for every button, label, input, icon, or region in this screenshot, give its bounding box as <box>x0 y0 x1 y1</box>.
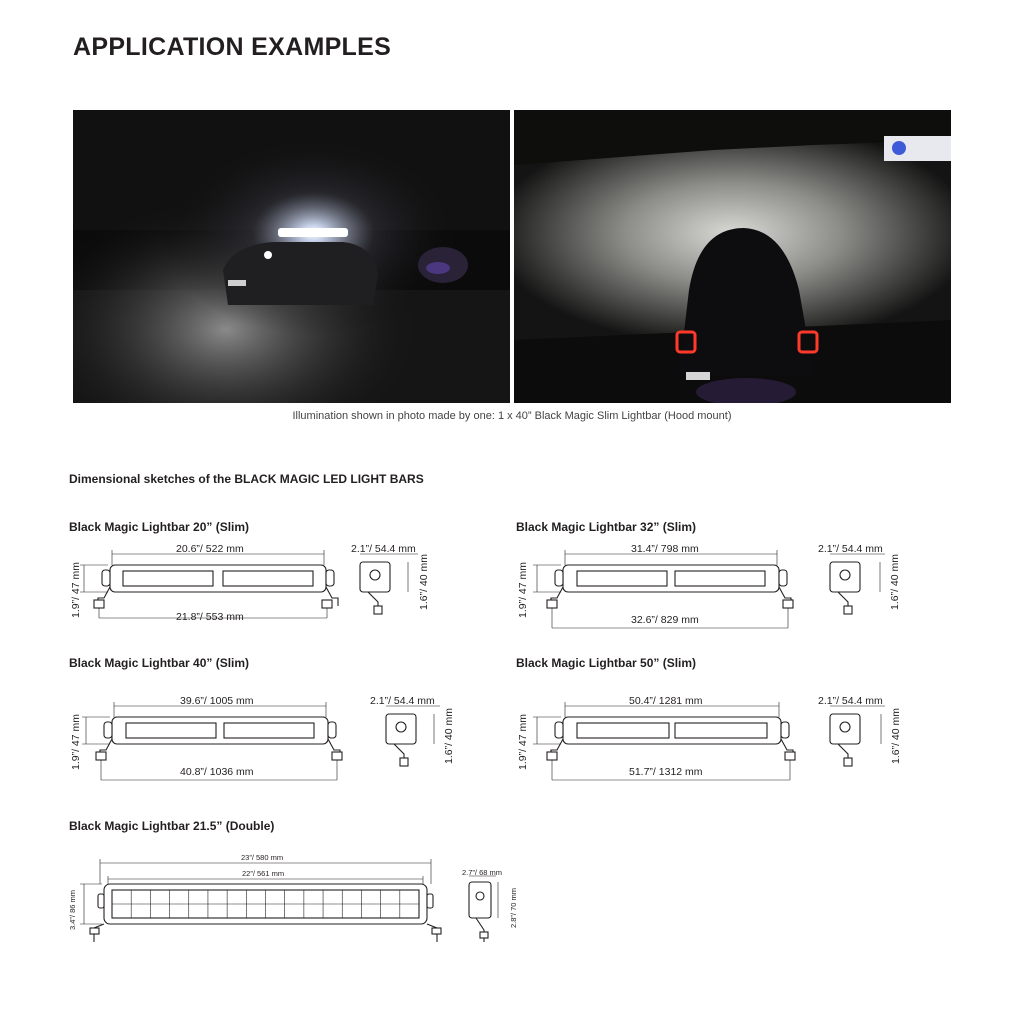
photo-car-lightbar-night <box>73 110 510 403</box>
sketch-40-drawing <box>68 692 468 784</box>
sketch-215-drawing <box>66 850 526 950</box>
sketch-50-title: Black Magic Lightbar 50” (Slim) <box>516 656 697 670</box>
sketch-40-title: Black Magic Lightbar 40” (Slim) <box>69 656 250 670</box>
sketch-215-outer-dim: 23”/ 580 mm <box>241 853 284 862</box>
sketch-215-title: Black Magic Lightbar 21.5” (Double) <box>69 819 275 833</box>
sketch-32-outer-dim: 32.6”/ 829 mm <box>631 614 699 626</box>
sketch-40-height-dim: 1.9”/ 47 mm <box>70 713 82 770</box>
sketch-32-drawing <box>515 540 915 630</box>
sketch-32-height-dim: 1.9”/ 47 mm <box>517 561 529 618</box>
sketch-20-inner-dim: 20.6”/ 522 mm <box>176 543 244 555</box>
sketch-40-side-height-dim: 1.6”/ 40 mm <box>443 707 455 764</box>
sketch-215-side-height-dim: 2.8”/ 70 mm <box>509 887 518 928</box>
sketch-32-inner-dim: 31.4”/ 798 mm <box>631 543 699 555</box>
sketch-20-side-width-dim: 2.1”/ 54.4 mm <box>351 543 416 555</box>
sketch-215-inner-dim: 22”/ 561 mm <box>242 869 285 878</box>
photo-vehicle-road-illumination <box>514 110 951 403</box>
sketch-32-title: Black Magic Lightbar 32” (Slim) <box>516 520 697 534</box>
photo-caption: Illumination shown in photo made by one: 1 x 40” Black Magic Slim Lightbar (Hood mount) <box>292 410 732 422</box>
section-title: Dimensional sketches of the BLACK MAGIC LED LIGHT BARS <box>69 472 424 486</box>
sketch-20-drawing <box>68 540 448 630</box>
sketch-50-inner-dim: 50.4”/ 1281 mm <box>629 695 703 707</box>
sketch-50-drawing <box>515 692 915 784</box>
sketch-40-inner-dim: 39.6”/ 1005 mm <box>180 695 254 707</box>
sketch-50-height-dim: 1.9”/ 47 mm <box>517 713 529 770</box>
sketch-50-side-width-dim: 2.1”/ 54.4 mm <box>818 695 883 707</box>
sketch-215-height-dim: 3.4”/ 86 mm <box>68 889 77 930</box>
sketch-20-side-height-dim: 1.6”/ 40 mm <box>418 553 430 610</box>
sketch-50-side-height-dim: 1.6”/ 40 mm <box>890 707 902 764</box>
sketch-215-side-width-dim: 2.7”/ 68 mm <box>462 868 503 877</box>
sketch-32-side-width-dim: 2.1”/ 54.4 mm <box>818 543 883 555</box>
sketch-40-outer-dim: 40.8”/ 1036 mm <box>180 766 254 778</box>
sketch-40-side-width-dim: 2.1”/ 54.4 mm <box>370 695 435 707</box>
page-title: APPLICATION EXAMPLES <box>73 33 392 61</box>
sketch-20-title: Black Magic Lightbar 20” (Slim) <box>69 520 250 534</box>
sketch-20-height-dim: 1.9”/ 47 mm <box>70 561 82 618</box>
sketch-32-side-height-dim: 1.6”/ 40 mm <box>889 553 901 610</box>
sketch-20-outer-dim: 21.8”/ 553 mm <box>176 611 244 623</box>
sketch-50-outer-dim: 51.7”/ 1312 mm <box>629 766 703 778</box>
